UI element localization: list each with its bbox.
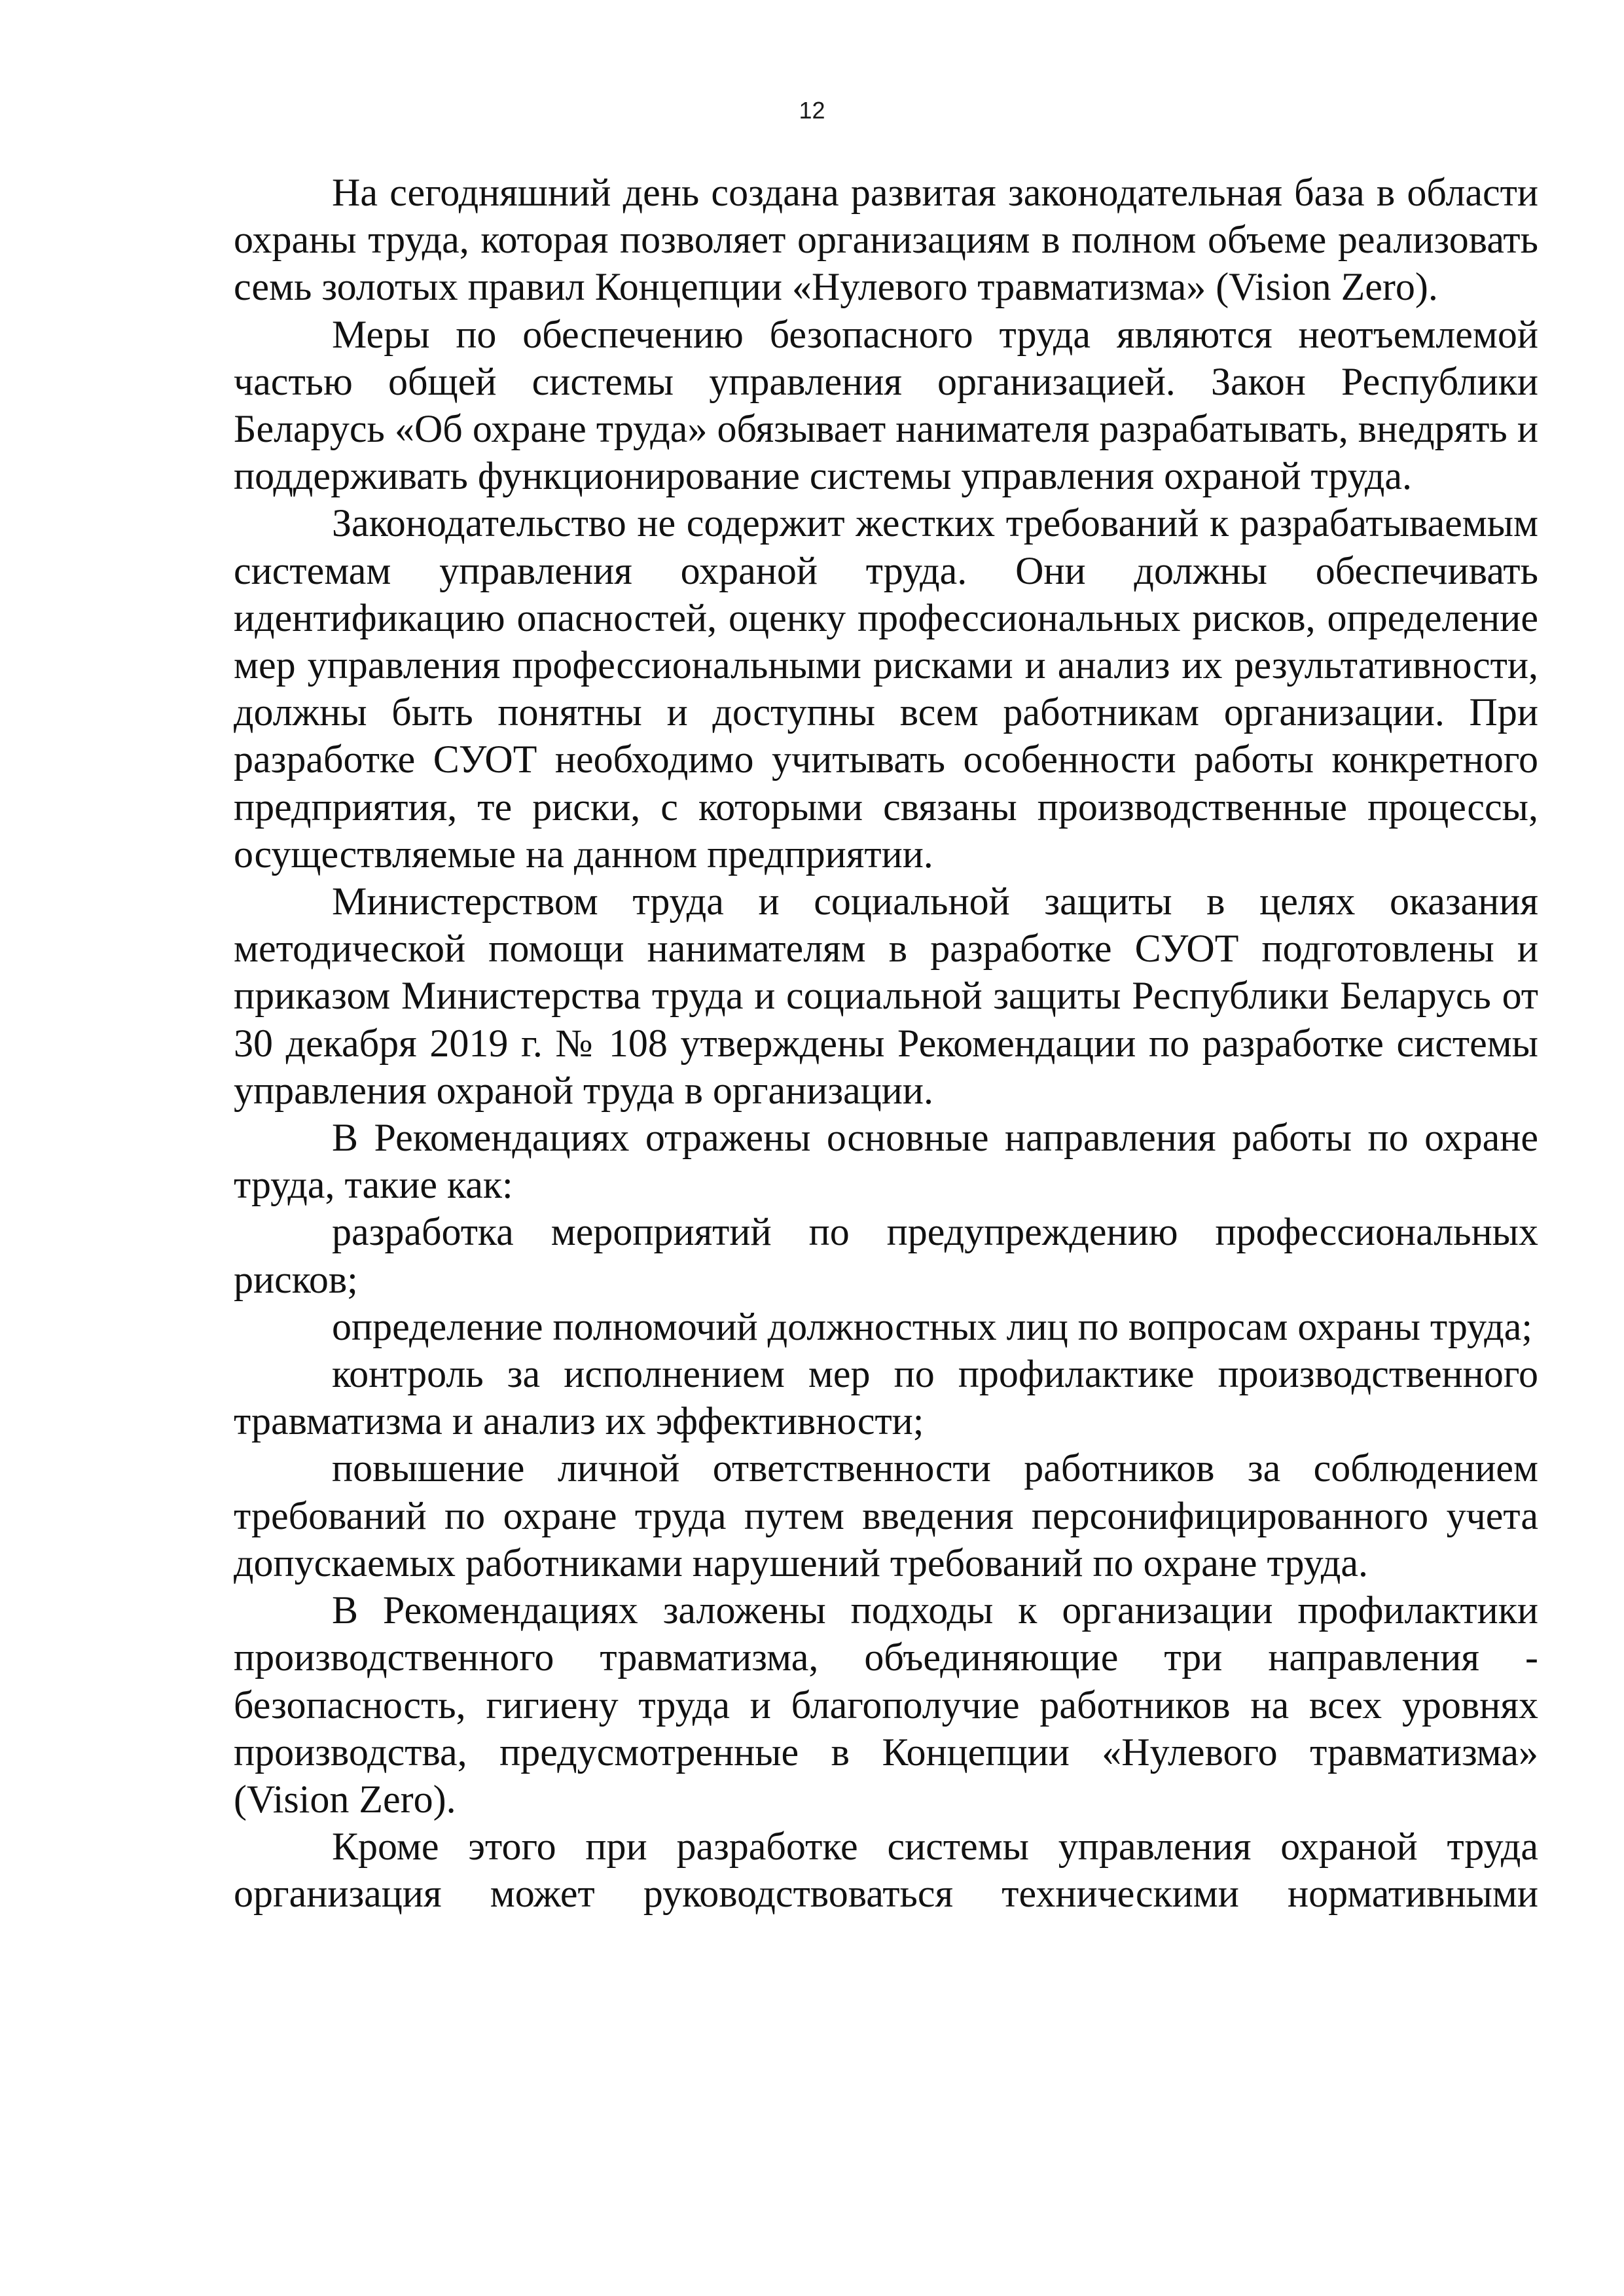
paragraph-legislative-base: На сегодняшний день создана развитая законодательная база в области охраны труда, которая позволяет организациям в полном объеме реализовать семь золотых правил Концепции «Нулевого травматизма» (Vision Zero).	[234, 171, 1538, 309]
page-number: 12	[799, 97, 825, 124]
list-item-personal-responsibility: повышение личной ответственности работников за соблюдением требований по охране труда путем введения персонифицированного учета допускаемых работниками нарушений требований по охране труда.	[234, 1446, 1538, 1585]
paragraph-legislation-requirements: Законодательство не содержит жестких требований к разрабатываемым системам управления охраной труда. Они должны обеспечивать идентификацию опасностей, оценку профессиональных рисков, определение мер управления профессиональными рисками и анализ их результативности, должны быть понятны и доступны всем работникам организации. При разработке СУОТ необходимо учитывать особенности работы конкретного предприятия, те риски, с которыми связаны производственные процессы, осуществляемые на данном предприятии.	[234, 501, 1538, 876]
list-item-officials-authority: определение полномочий должностных лиц по вопросам охраны труда;	[332, 1304, 1533, 1348]
list-item-risk-prevention: разработка мероприятий по предупреждению профессиональных рисков;	[234, 1210, 1538, 1301]
body-text	[234, 169, 1538, 1918]
list-item-control-measures: контроль за исполнением мер по профилактике производственного травматизма и анализ их эффективности;	[234, 1352, 1538, 1443]
paragraph-safety-measures: Меры по обеспечению безопасного труда являются неотъемлемой частью общей системы управления организацией. Закон Республики Беларусь «Об охране труда» обязывает нанимателя разрабатывать, внедрять и поддерживать функционирование системы управления охраной труда.	[234, 312, 1538, 498]
paragraph-vision-zero-approaches: В Рекомендациях заложены подходы к организации профилактики производственного травматизма, объединяющие три направления - безопасность, гигиену труда и благополучие работников на всех уровнях производства, предусмотренные в Концепции «Нулевого травматизма» (Vision Zero).	[234, 1588, 1538, 1821]
paragraph-technical-normative: Кроме этого при разработке системы управления охраной труда организация может руководствоваться техническими нормативными	[234, 1825, 1538, 1916]
paragraph-ministry-recommendations: Министерством труда и социальной защиты в целях оказания методической помощи нанимателям в разработке СУОТ подготовлены и приказом Министерства труда и социальной защиты Республики Беларусь от 30 декабря 2019 г. № 108 утверждены Рекомендации по разработке системы управления охраной труда в организации.	[234, 880, 1538, 1112]
paragraph-directions-intro: В Рекомендациях отражены основные направления работы по охране труда, такие как:	[234, 1116, 1538, 1207]
